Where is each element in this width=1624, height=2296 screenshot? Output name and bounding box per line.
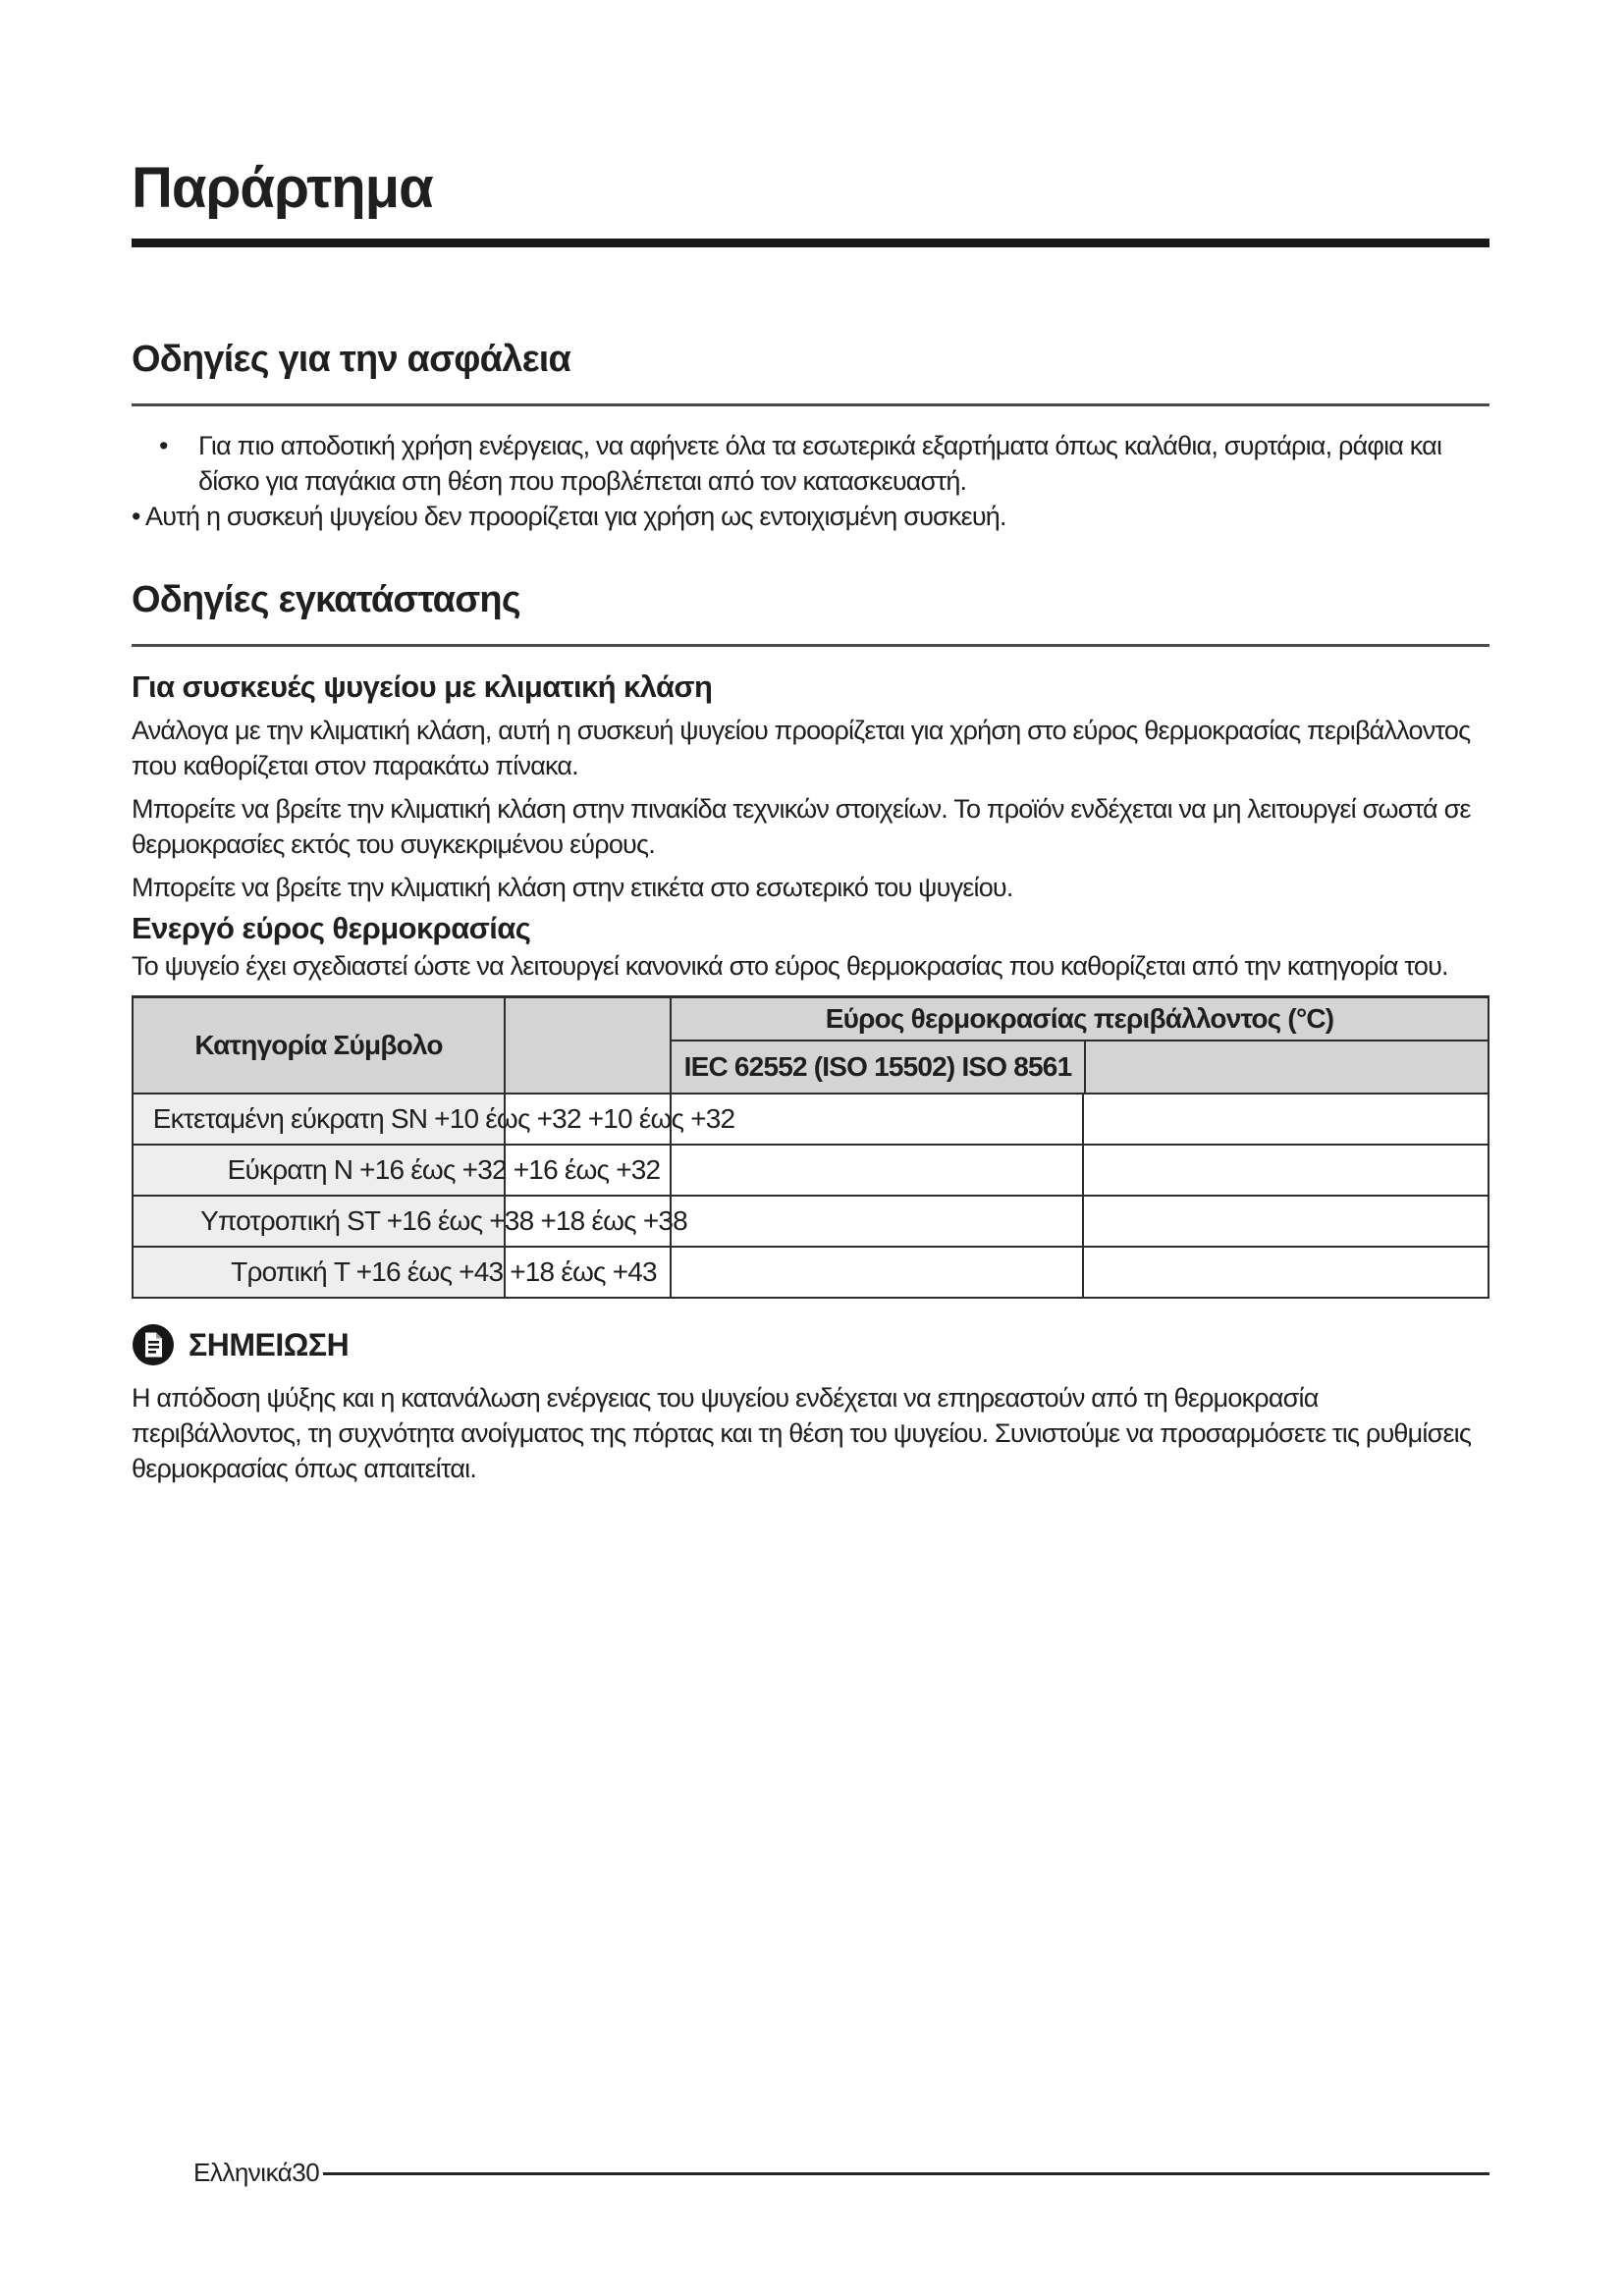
safety-heading-rule xyxy=(132,403,1489,406)
note-icon xyxy=(132,1323,175,1366)
table-subheader-iec: IEC 62552 (ISO 15502) ISO 8561 xyxy=(683,1051,1072,1082)
note-heading: ΣΗΜΕΙΩΣΗ xyxy=(189,1326,350,1362)
table-header-empty-cell xyxy=(504,998,670,1093)
table-header-range-group xyxy=(670,998,1488,1093)
row-label: Εύκρατη N +16 έως +32 +16 έως +32 xyxy=(227,1154,661,1185)
page-footer xyxy=(193,2158,1489,2188)
table-header-category-symbol: Κατηγορία Σύμβολο xyxy=(194,1030,443,1060)
table-subheader-empty-cell xyxy=(1084,1041,1488,1093)
safety-bullet-list xyxy=(132,428,1489,534)
bullet-text: Αυτή η συσκευή ψυγείου δεν προορίζεται για χρήση ως εντοιχισμένη συσκευή. xyxy=(145,502,1006,531)
table-header xyxy=(134,998,1488,1093)
table-row xyxy=(134,1093,1488,1144)
table-cell xyxy=(1082,1095,1488,1144)
bullet-text: Για πιο αποδοτική χρήση ενέργειας, να αφήνετε όλα τα εσωτερικά εξαρτήματα όπως καλάθια, συρτάρια, ράφια και δίσκο για παγάκια στη θέση που προβλέπεται από τον κατασκευαστή. xyxy=(198,431,1442,496)
row-label: Εκτεταμένη εύκρατη SN +10 έως +32 +10 έως +32 xyxy=(152,1103,735,1134)
bullet-icon: • xyxy=(132,502,140,531)
table-cell xyxy=(670,1197,1082,1246)
climate-class-subheading: Για συσκευές ψυγείου με κλιματική κλάση xyxy=(132,669,713,704)
table-subheader-row xyxy=(672,1041,1488,1093)
paragraph: Ανάλογα με την κλιματική κλάση, αυτή η συσκευή ψυγείου προορίζεται για χρήση στο εύρος θερμοκρασίας περιβάλλοντος που καθορίζεται στον παρακάτω πίνακα. xyxy=(132,716,1471,780)
page-title: Παράρτημα xyxy=(132,156,433,220)
active-range-subheading: Ενεργό εύρος θερμοκρασίας xyxy=(132,911,531,945)
paragraph: Μπορείτε να βρείτε την κλιματική κλάση στην πινακίδα τεχνικών στοιχείων. Το προϊόν ενδέχεται να μη λειτουργεί σωστά σε θερμοκρασίες εκτός του συγκεκριμένου εύρους. xyxy=(132,794,1471,859)
table-cell xyxy=(1082,1146,1488,1195)
table-cell xyxy=(1082,1248,1488,1297)
installation-heading-rule xyxy=(132,644,1489,647)
table-row xyxy=(134,1246,1488,1297)
list-item xyxy=(132,499,1489,534)
bullet-icon: • xyxy=(159,431,168,460)
climate-class-table xyxy=(132,995,1489,1299)
table-cell xyxy=(670,1146,1082,1195)
footer-language: Ελληνικά xyxy=(193,2158,293,2187)
paragraph: Μπορείτε να βρείτε την κλιματική κλάση στην ετικέτα στο εσωτερικό του ψυγείου. xyxy=(132,873,1013,902)
installation-heading: Οδηγίες εγκατάστασης xyxy=(132,579,520,620)
paragraph: Το ψυγείο έχει σχεδιαστεί ώστε να λειτουργεί κανονικά στο εύρος θερμοκρασίας που καθορίζεται από την κατηγορία του. xyxy=(132,951,1448,981)
list-item xyxy=(132,428,1489,499)
table-row xyxy=(134,1195,1488,1246)
row-label: Τροπική T +16 έως +43 +18 έως +43 xyxy=(231,1256,657,1287)
footer-rule xyxy=(323,2172,1489,2175)
table-row xyxy=(134,1144,1488,1195)
footer-page-number: 30 xyxy=(292,2158,320,2187)
title-rule xyxy=(132,239,1489,247)
note-header xyxy=(132,1323,1489,1366)
table-cell xyxy=(1082,1197,1488,1246)
row-label: Υποτροπική ST +16 έως +38 +18 έως +38 xyxy=(200,1205,687,1236)
note-paragraph: Η απόδοση ψύξης και η κατανάλωση ενέργειας του ψυγείου ενδέχεται να επηρεαστούν από τη θερμοκρασία περιβάλλοντος, τη συχνότητα ανοίγματος της πόρτας και τη θέση του ψυγείου. Συνιστούμε να προσαρμόσετε τις ρυθμίσεις θερμοκρασίας όπως απαιτείται. xyxy=(132,1383,1472,1483)
table-cell xyxy=(670,1248,1082,1297)
table-header-range: Εύρος θερμοκρασίας περιβάλλοντος (°C) xyxy=(672,998,1488,1041)
safety-heading: Οδηγίες για την ασφάλεια xyxy=(132,339,571,380)
